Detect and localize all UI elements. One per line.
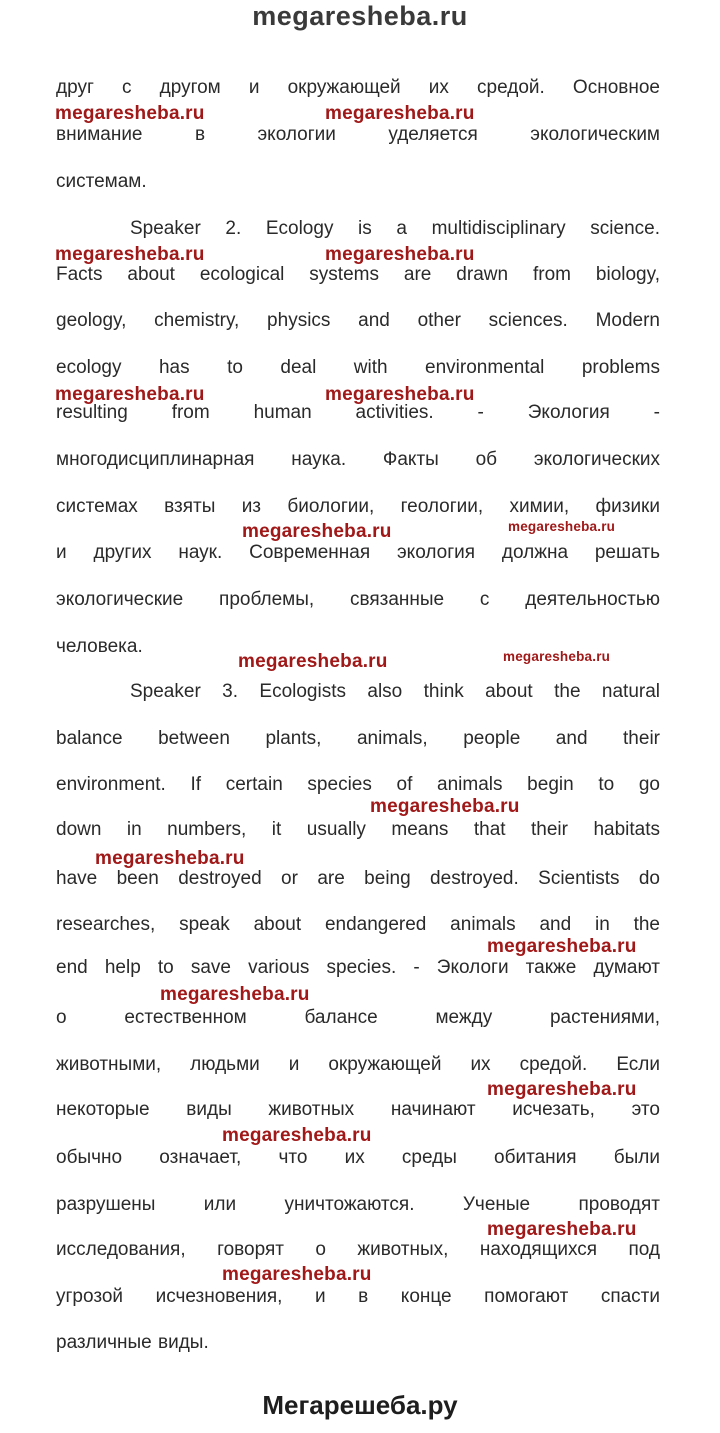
text-line: Facts about ecological systems are drawn from biology, <box>56 264 660 285</box>
watermark: megaresheba.ru <box>95 848 245 869</box>
text-line: и других наук. Современная экология должна решать <box>56 542 660 563</box>
text-line: Speaker 2. Ecology is a multidisciplinary science. <box>130 218 660 239</box>
text-line: экологические проблемы, связанные с деятельностью <box>56 589 660 610</box>
watermark: megaresheba.ru <box>508 519 616 534</box>
watermark: megaresheba.ru <box>487 1079 637 1100</box>
watermark: megaresheba.ru <box>325 244 475 265</box>
watermark: megaresheba.ru <box>487 936 637 957</box>
text-line: системам. <box>56 171 147 192</box>
text-line: о естественном балансе между растениями, <box>56 1007 660 1028</box>
watermark: megaresheba.ru <box>487 1219 637 1240</box>
text-line: have been destroyed or are being destroyed. Scientists do <box>56 868 660 889</box>
text-line: end help to save various species. - Экологи также думают <box>56 957 660 978</box>
watermark: megaresheba.ru <box>55 244 205 265</box>
text-line: животными, людьми и окружающей их средой. Если <box>56 1054 660 1075</box>
text-line: Speaker 3. Ecologists also think about the natural <box>130 681 660 702</box>
text-line: researches, speak about endangered animals and in the <box>56 914 660 935</box>
text-line: друг с другом и окружающей их средой. Основное <box>56 77 660 98</box>
site-footer-title: Мегарешеба.ру <box>262 1390 458 1420</box>
text-line: внимание в экологии уделяется экологическим <box>56 124 660 145</box>
text-line: некоторые виды животных начинают исчезать, это <box>56 1099 660 1120</box>
watermark: megaresheba.ru <box>503 649 611 664</box>
text-line: разрушены или уничтожаются. Ученые проводят <box>56 1194 660 1215</box>
text-line: geology, chemistry, physics and other sciences. Modern <box>56 310 660 331</box>
text-line: environment. If certain species of animals begin to go <box>56 774 660 795</box>
watermark: megaresheba.ru <box>325 384 475 405</box>
watermark: megaresheba.ru <box>160 984 310 1005</box>
watermark: megaresheba.ru <box>238 651 388 672</box>
watermark: megaresheba.ru <box>222 1125 372 1146</box>
text-line: ecology has to deal with environmental problems <box>56 357 660 378</box>
watermark: megaresheba.ru <box>55 103 205 124</box>
text-line: угрозой исчезновения, и в конце помогают спасти <box>56 1286 660 1307</box>
text-line: человека. <box>56 636 143 657</box>
text-line: balance between plants, animals, people and their <box>56 728 660 749</box>
site-header-title: megaresheba.ru <box>252 1 468 31</box>
text-line: down in numbers, it usually means that their habitats <box>56 819 660 840</box>
text-line: resulting from human activities. - Экология - <box>56 402 660 423</box>
watermark: megaresheba.ru <box>325 103 475 124</box>
watermark: megaresheba.ru <box>222 1264 372 1285</box>
watermark: megaresheba.ru <box>370 796 520 817</box>
text-line: различные виды. <box>56 1332 209 1353</box>
text-line: системах взяты из биологии, геологии, химии, физики <box>56 496 660 517</box>
watermark: megaresheba.ru <box>242 521 392 542</box>
text-line: обычно означает, что их среды обитания были <box>56 1147 660 1168</box>
text-line: многодисциплинарная наука. Факты об экологических <box>56 449 660 470</box>
text-line: исследования, говорят о животных, находящихся под <box>56 1239 660 1260</box>
watermark: megaresheba.ru <box>55 384 205 405</box>
